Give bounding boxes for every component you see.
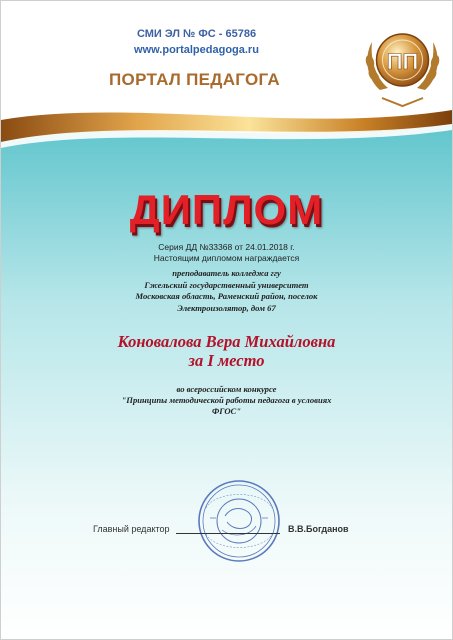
registration-number: СМИ ЭЛ № ФС - 65786 <box>136 28 257 40</box>
recipient-block <box>0 332 453 370</box>
diploma-title: ДИПЛОМ <box>129 186 324 233</box>
portal-name: ПОРТАЛ ПЕДАГОГА <box>109 70 280 89</box>
official-stamp-icon <box>196 478 282 564</box>
series-line: Серия ДД №33368 от 24.01.2018 г. <box>158 242 295 252</box>
recipient-name: Коновалова Вера Михайловна <box>117 332 336 351</box>
recipient-line: Гжельский государственный университет <box>144 279 309 290</box>
portal-logo-icon <box>360 20 445 110</box>
website-link[interactable]: www.portalpedagoga.ru <box>134 44 259 56</box>
contest-details <box>0 384 453 417</box>
recipient-details <box>0 268 453 314</box>
contest-line: во всероссийском конкурсе <box>176 384 277 394</box>
contest-line: ФГОС" <box>211 406 242 416</box>
recipient-line: Московская область, Раменский район, поселок <box>135 291 318 301</box>
editor-name: В.В.Богданов <box>288 524 349 534</box>
awarded-line: Настоящим дипломом награждается <box>153 253 300 263</box>
recipient-line: Электроизолятор, дом 67 <box>177 302 276 313</box>
logo-letters: ПП <box>386 49 419 74</box>
award-place: за I место <box>188 351 265 370</box>
signature-line <box>176 533 280 534</box>
editor-label: Главный редактор <box>93 524 170 534</box>
contest-line: "Принципы методической работы педагога в условиях <box>121 395 332 405</box>
recipient-line: преподаватель колледжа ггу <box>172 268 281 278</box>
